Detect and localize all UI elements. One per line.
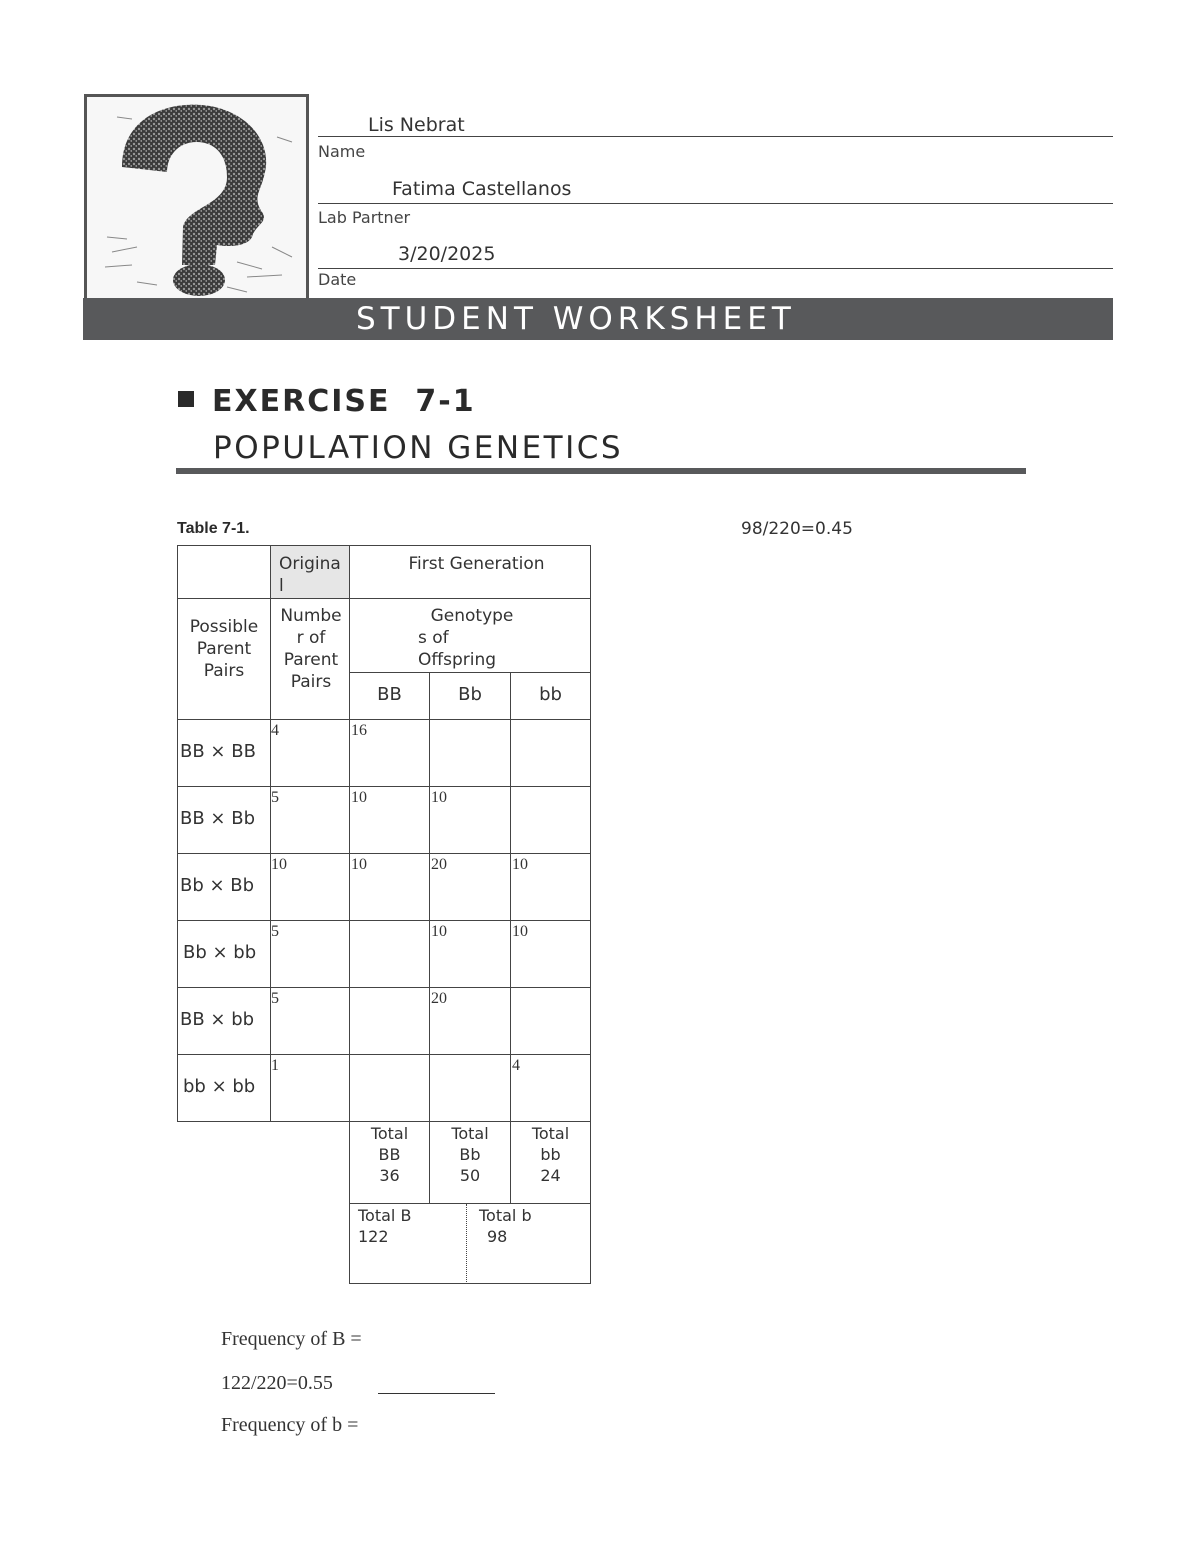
row-Bb-value: 20 [431,990,447,1007]
lab-partner-underline [318,203,1113,204]
row-count: 10 [271,856,287,873]
header-possible-parent-text [177,616,271,682]
frequency-B-answer: 122/220=0.55 [221,1372,333,1394]
header-genotype-line3: Offspring [418,650,497,670]
row-BB-value: 10 [351,856,367,873]
name-underline [318,136,1113,137]
table-cell [349,1054,430,1122]
header-first-generation-text: First Generation [408,554,545,574]
header-genotype-line1: Genotype [430,606,514,626]
table-cell [429,719,511,787]
exercise-subtitle: POPULATION GENETICS [213,430,624,466]
row-Bb-value: 10 [431,923,447,940]
total-Bb-text [429,1123,511,1186]
row-label: BB × Bb [180,808,255,829]
date-value: 3/20/2025 [398,243,496,265]
date-label: Date [318,270,357,289]
header-number-line3: Parent [283,650,339,670]
date-underline [318,268,1113,269]
table-caption: Table 7-1. [177,520,250,537]
row-label: BB × bb [180,1009,255,1030]
total-Bb-genotype: Bb [459,1145,481,1164]
name-label: Name [318,142,366,161]
header-number-line1: Numbe [280,606,342,626]
table-cell [270,987,350,1055]
header-original-text [273,553,349,597]
total-BB-genotype: BB [378,1145,401,1164]
row-BB-value: 16 [351,722,367,739]
question-mark-crowd-image [84,94,309,302]
header-number-parent-text [271,605,351,693]
header-number-line2: r of [296,628,326,648]
row-bb-value: 10 [512,856,528,873]
col-bb-label: bb [539,684,562,705]
lab-partner-label: Lab Partner [318,208,411,227]
allele-divider [466,1204,467,1284]
table-cell [349,920,430,988]
exercise-title-text: EXERCISE 7-1 [212,384,476,419]
table-cell [510,786,591,854]
table-cell [270,920,350,988]
question-mark-icon [87,97,306,299]
row-bb-value: 4 [512,1057,520,1074]
exercise-title [178,384,476,419]
row-label: bb × bb [183,1076,256,1097]
row-Bb-value: 20 [431,856,447,873]
lab-partner-value: Fatima Castellanos [392,178,572,200]
header-genotype-line2: s of [418,628,449,648]
table-cell [270,1054,350,1122]
total-B-label: Total B [358,1206,412,1225]
total-BB-value: 36 [379,1166,400,1185]
row-label: Bb × Bb [180,875,255,896]
total-bb-value: 24 [540,1166,561,1185]
frequency-b-label: Frequency of b = [221,1414,359,1436]
table-cell [429,1054,511,1122]
table-cell [270,786,350,854]
square-bullet-icon [178,391,194,407]
header-original-line2: l [279,576,284,596]
row-Bb-value: 10 [431,789,447,806]
header-possible-line1: Possible [189,617,259,637]
student-worksheet-banner: STUDENT WORKSHEET [83,298,1113,340]
answer-blank-line [378,1393,495,1394]
total-bb-genotype: bb [540,1145,561,1164]
table-cell [510,1054,591,1122]
total-b-label: Total b [479,1206,532,1225]
row-label: Bb × bb [183,942,257,963]
total-BB-text [349,1123,430,1186]
col-Bb-label: Bb [458,684,482,705]
header-possible-line2: Parent [196,639,252,659]
table-cell [349,987,430,1055]
row-label: BB × BB [180,741,256,762]
header-genotypes-text [408,605,536,671]
row-count: 5 [271,789,279,806]
row-count: 5 [271,990,279,1007]
total-Bb-value: 50 [459,1166,481,1185]
row-count: 1 [271,1057,279,1074]
frequency-B-label: Frequency of B = [221,1328,362,1350]
table-cell [270,719,350,787]
total-Bb-label: Total [451,1124,489,1143]
header-original-line1: Origina [279,554,341,574]
header-blank-cell [177,545,271,599]
title-rule [176,468,1026,474]
row-bb-value: 10 [512,923,528,940]
table-cell [510,987,591,1055]
table-cell [510,719,591,787]
total-b-value: 98 [487,1227,508,1246]
row-count: 5 [271,923,279,940]
total-bb-label: Total [531,1124,570,1143]
header-possible-line3: Pairs [203,661,245,681]
name-value: Lis Nebrat [368,114,465,136]
row-count: 4 [271,722,279,739]
col-BB-label: BB [377,684,402,705]
side-note-calculation: 98/220=0.45 [741,519,853,539]
total-BB-label: Total [370,1124,409,1143]
total-bb-text [510,1123,591,1186]
row-BB-value: 10 [351,789,367,806]
total-B-value: 122 [358,1227,389,1246]
total-B-text [358,1205,411,1247]
total-b-text [479,1205,532,1247]
header-number-line4: Pairs [290,672,332,692]
